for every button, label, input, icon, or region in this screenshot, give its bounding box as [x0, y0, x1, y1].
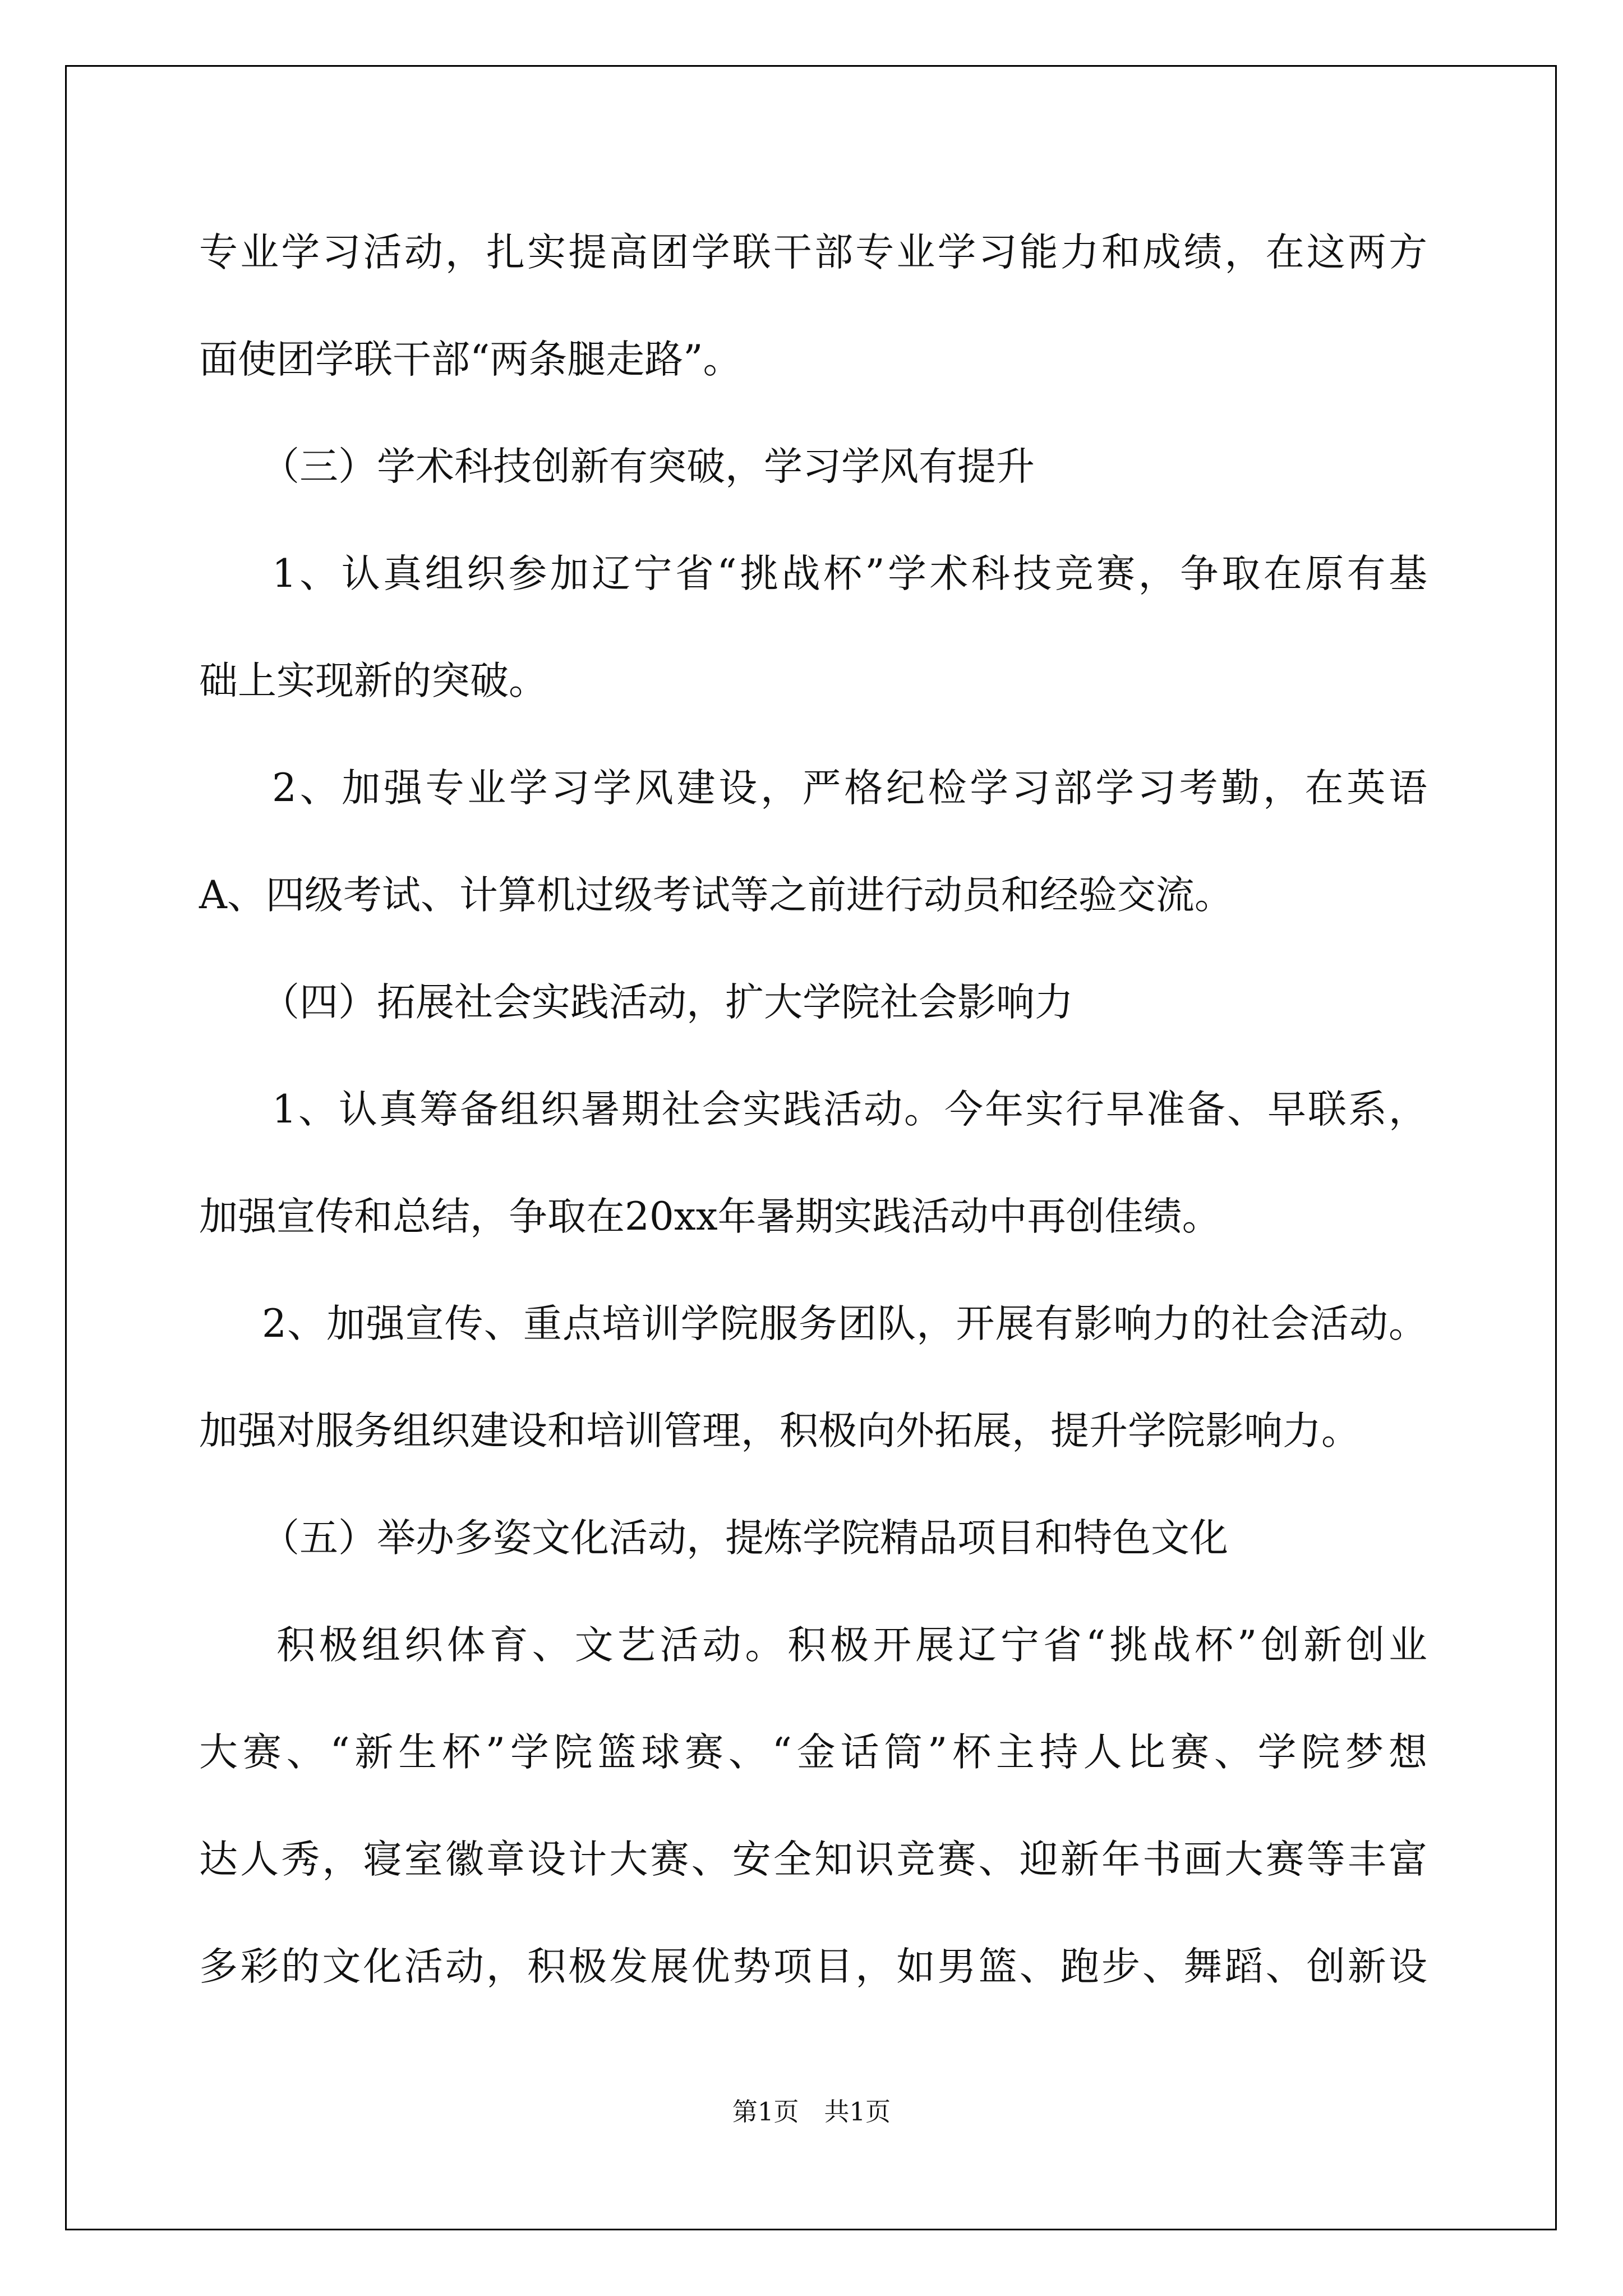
section-heading: （四）拓展社会实践活动，扩大学院社会影响力 — [261, 980, 1073, 1025]
text-line: 多彩的文化活动，积极发展优势项目，如男篮、跑步、舞蹈、创新设 — [199, 1944, 1427, 1989]
text-line: 加强对服务组织建设和培训管理，积极向外拓展，提升学院影响力。 — [199, 1409, 1360, 1453]
text-line: 1、认真组织参加辽宁省“挑战杯”学术科技竞赛，争取在原有基 — [272, 551, 1427, 596]
text-line: 2、加强专业学习学风建设，严格纪检学习部学习考勤，在英语 — [272, 766, 1427, 811]
text-line: 专业学习活动，扎实提高团学联干部专业学习能力和成绩，在这两方 — [199, 230, 1427, 275]
section-heading: （三）学术科技创新有突破，学习学风有提升 — [261, 444, 1035, 489]
document-body — [199, 208, 1427, 2029]
page-number: 第1页 共1页 — [732, 2097, 891, 2127]
text-line: 础上实现新的突破。 — [199, 659, 547, 703]
text-line: 2、加强宣传、重点培训学院服务团队，开展有影响力的社会活动。 — [262, 1301, 1427, 1346]
text-line: 积极组织体育、文艺活动。积极开展辽宁省“挑战杯”创新创业 — [276, 1623, 1427, 1668]
text-line: 加强宣传和总结，争取在20xx年暑期实践活动中再创佳绩。 — [199, 1194, 1221, 1239]
text-line: 大赛、“新生杯”学院篮球赛、“金话筒”杯主持人比赛、学院梦想 — [199, 1730, 1427, 1775]
text-line: 面使团学联干部“两条腿走路”。 — [199, 337, 742, 382]
section-heading: （五）举办多姿文化活动，提炼学院精品项目和特色文化 — [261, 1516, 1228, 1561]
text-line: 达人秀，寝室徽章设计大赛、安全知识竞赛、迎新年书画大赛等丰富 — [199, 1837, 1427, 1882]
text-line: A、四级考试、计算机过级考试等之前进行动员和经验交流。 — [199, 873, 1233, 918]
text-line: 1、认真筹备组织暑期社会实践活动。今年实行早准备、早联系， — [272, 1087, 1427, 1132]
